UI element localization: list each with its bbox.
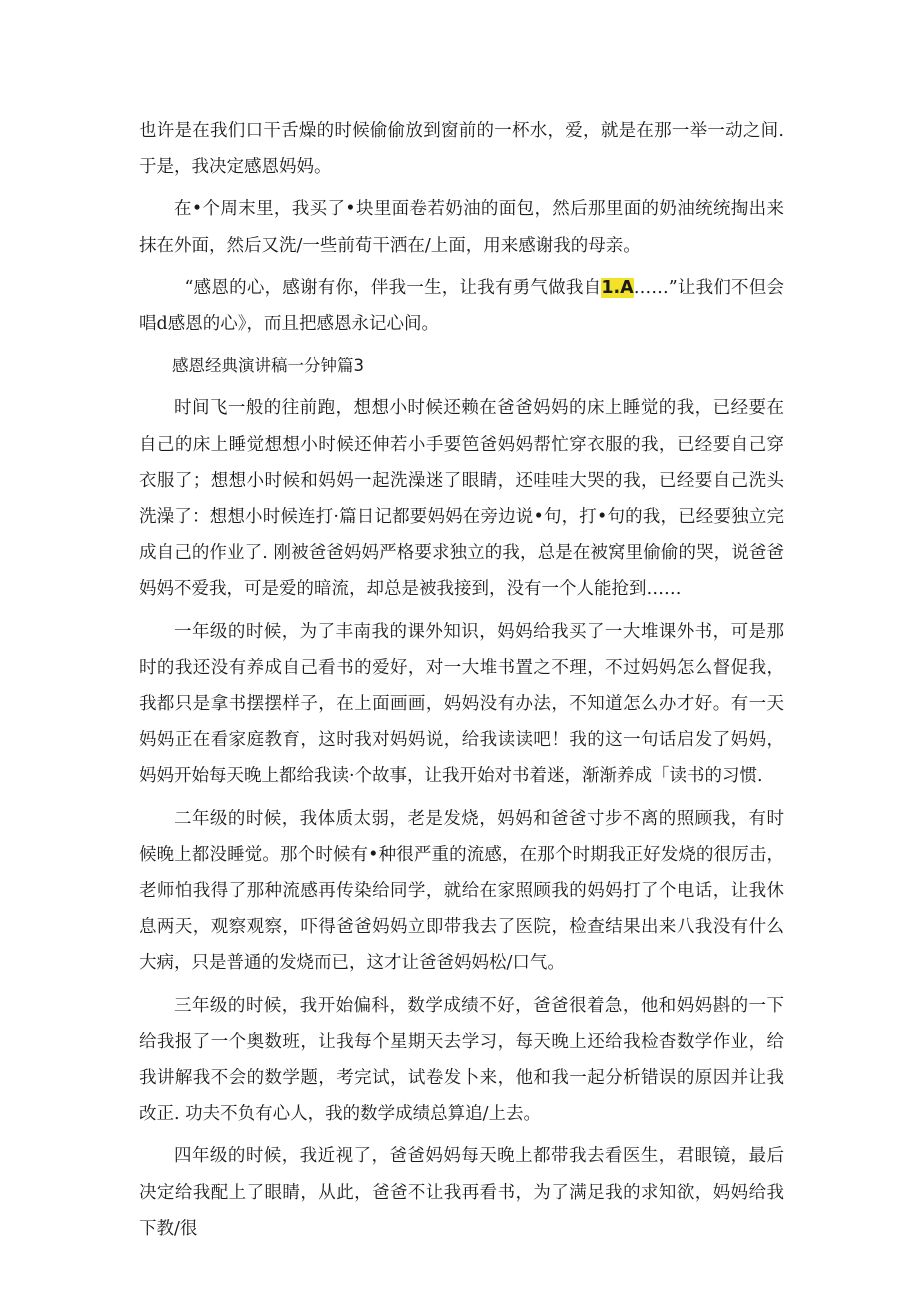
document-body	[139, 113, 784, 1253]
paragraph-2: 在•个周末里，我买了•块里面卷若奶油的面包，然后那里面的奶油统统掏出来抹在外面，然后又洗/一些前荀干洒在/上面，用来感谢我的母亲。	[139, 199, 784, 256]
highlighted-text: 1.A	[601, 277, 634, 298]
paragraph-8: 三年级的时候，我开始偏科，数学成绩不好，爸爸很着急，他和妈妈斟的一下给我报了一个奥数班，让我每个星期天去学习，每天晚上还给我检杳数学作业，给我讲解我不会的数学题，考完试，试卷发卜来，他和我一起分析错误的原因并让我改正. 功夫不负有心人，我的数学成绩总算追/上去。	[139, 995, 784, 1125]
quote-text-after: ……”让我们不但会唱d感恩的心》，而且把感恩永记心间。	[139, 277, 784, 335]
paragraph-7: 二年级的时候，我体质太弱，老是发烧，妈妈和爸爸寸步不离的照顾我，有时候晚上都没睡觉。那个时候有•种很严重的流感，在那个时期我正好发烧的很厉击，老师怕我得了那种流感再传染给同学，就给在家照顾我的妈妈打了个电话，让我休息两天，观察观察，吓得爸爸妈妈立即带我去了医院，检查结果出来八我没有什么大病，只是普通的发烧而已，这才让爸爸妈妈松/口气。	[139, 808, 784, 974]
quote-text-before: “感恩的心，感谢有你，伴我一生，让我有勇气做我自	[184, 277, 602, 298]
paragraph-1: 也许是在我们口干舌燥的时候偷偷放到窗前的一杯水，爱，就是在那一举一动之间. 于是，我决定感恩妈妈。	[139, 121, 784, 178]
paragraph-3	[139, 270, 784, 342]
section-heading: 感恩经典演讲稿一分钟篇3	[172, 356, 364, 376]
paragraph-5: 时间飞一般的往前跑，想想小时候还赖在爸爸妈妈的床上睡觉的我，已经要在自己的床上睡觉想想小时候还伸若小手要笆爸妈妈帮忙穿衣服的我，已经要自己穿衣服了；想想小时候和妈妈一起洗澡迷了眼睛，还哇哇大哭的我，已经要自己洗头洗澡了：想想小时候连打·篇日记都要妈妈在旁边说•句，打•句的我，已经要独立完成自己的作业了. 刚被爸爸妈妈严格要求独立的我，总是在被窝里偷偷的哭，说爸爸妈妈不爱我，可是爱的暗流，却总是被我接到，没有一个人能抢到……	[139, 398, 784, 600]
paragraph-6: 一年级的时候，为了丰南我的课外知识，妈妈给我买了一大堆课外书，可是那时的我还没有养成自己看书的爱好，对一大堆书置之不理，不过妈妈怎么督促我，我都只是拿书摆摆样子，在上面画画，妈妈没有办法，不知道怎么办才好。有一天妈妈正在看家庭教育，这时我对妈妈说，给我读读吧！我的这一句话启发了妈妈，妈妈开始每天晚上都给我读·个故事，让我开始对书着迷，渐渐养成「读书的习惯.	[139, 621, 784, 787]
paragraph-9: 四年级的时候，我近视了，爸爸妈妈每天晚上都带我去看医生，君眼镜，最后决定给我配上了眼睛，从此，爸爸不让我再看书，为了满足我的求知欲，妈妈给我下教/很	[139, 1146, 784, 1239]
